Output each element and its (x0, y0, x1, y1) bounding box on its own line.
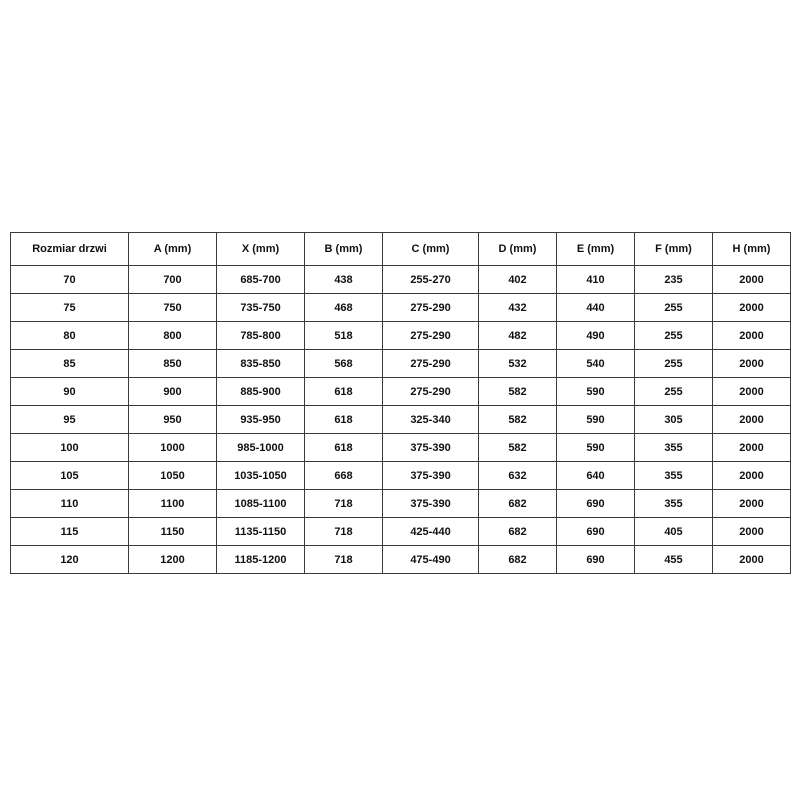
cell-a: 1200 (129, 546, 217, 574)
table-row (11, 350, 791, 378)
cell-a: 900 (129, 378, 217, 406)
column-header-h: H (mm) (713, 233, 791, 266)
door-size-table-wrapper (10, 232, 790, 574)
cell-size: 120 (11, 546, 129, 574)
cell-c: 325-340 (383, 406, 479, 434)
cell-e: 440 (557, 294, 635, 322)
cell-a: 800 (129, 322, 217, 350)
cell-d: 582 (479, 378, 557, 406)
cell-a: 850 (129, 350, 217, 378)
cell-c: 375-390 (383, 462, 479, 490)
cell-b: 618 (305, 434, 383, 462)
cell-x: 985-1000 (217, 434, 305, 462)
cell-d: 402 (479, 266, 557, 294)
column-header-e: E (mm) (557, 233, 635, 266)
cell-b: 718 (305, 518, 383, 546)
cell-b: 518 (305, 322, 383, 350)
cell-a: 1100 (129, 490, 217, 518)
cell-a: 950 (129, 406, 217, 434)
cell-h: 2000 (713, 490, 791, 518)
cell-d: 632 (479, 462, 557, 490)
cell-f: 235 (635, 266, 713, 294)
cell-b: 468 (305, 294, 383, 322)
cell-h: 2000 (713, 322, 791, 350)
cell-h: 2000 (713, 434, 791, 462)
cell-e: 410 (557, 266, 635, 294)
cell-x: 1185-1200 (217, 546, 305, 574)
cell-b: 618 (305, 378, 383, 406)
cell-h: 2000 (713, 462, 791, 490)
cell-d: 582 (479, 406, 557, 434)
cell-c: 425-440 (383, 518, 479, 546)
cell-x: 935-950 (217, 406, 305, 434)
cell-size: 85 (11, 350, 129, 378)
cell-e: 640 (557, 462, 635, 490)
cell-h: 2000 (713, 406, 791, 434)
cell-c: 275-290 (383, 294, 479, 322)
column-header-b: B (mm) (305, 233, 383, 266)
cell-b: 718 (305, 546, 383, 574)
cell-e: 690 (557, 490, 635, 518)
cell-f: 355 (635, 434, 713, 462)
cell-b: 438 (305, 266, 383, 294)
cell-h: 2000 (713, 546, 791, 574)
cell-size: 115 (11, 518, 129, 546)
cell-f: 255 (635, 350, 713, 378)
cell-x: 685-700 (217, 266, 305, 294)
cell-c: 375-390 (383, 490, 479, 518)
cell-size: 90 (11, 378, 129, 406)
cell-f: 355 (635, 462, 713, 490)
door-size-table (10, 232, 791, 574)
cell-e: 690 (557, 546, 635, 574)
cell-b: 568 (305, 350, 383, 378)
cell-e: 690 (557, 518, 635, 546)
cell-x: 1135-1150 (217, 518, 305, 546)
table-row (11, 294, 791, 322)
cell-size: 110 (11, 490, 129, 518)
table-row (11, 434, 791, 462)
cell-c: 275-290 (383, 350, 479, 378)
cell-b: 718 (305, 490, 383, 518)
table-header-row (11, 233, 791, 266)
column-header-a: A (mm) (129, 233, 217, 266)
cell-d: 682 (479, 490, 557, 518)
cell-f: 255 (635, 294, 713, 322)
cell-size: 80 (11, 322, 129, 350)
cell-h: 2000 (713, 266, 791, 294)
cell-d: 432 (479, 294, 557, 322)
cell-f: 455 (635, 546, 713, 574)
cell-h: 2000 (713, 350, 791, 378)
cell-f: 255 (635, 322, 713, 350)
column-header-c: C (mm) (383, 233, 479, 266)
table-row (11, 490, 791, 518)
table-row (11, 406, 791, 434)
cell-x: 1085-1100 (217, 490, 305, 518)
cell-a: 1050 (129, 462, 217, 490)
cell-size: 95 (11, 406, 129, 434)
cell-a: 1000 (129, 434, 217, 462)
cell-f: 355 (635, 490, 713, 518)
cell-x: 785-800 (217, 322, 305, 350)
cell-x: 885-900 (217, 378, 305, 406)
cell-a: 1150 (129, 518, 217, 546)
column-header-rozmiar-drzwi: Rozmiar drzwi (11, 233, 129, 266)
cell-size: 70 (11, 266, 129, 294)
cell-c: 275-290 (383, 378, 479, 406)
cell-size: 105 (11, 462, 129, 490)
cell-x: 1035-1050 (217, 462, 305, 490)
cell-h: 2000 (713, 294, 791, 322)
table-row (11, 518, 791, 546)
cell-c: 275-290 (383, 322, 479, 350)
column-header-f: F (mm) (635, 233, 713, 266)
cell-x: 735-750 (217, 294, 305, 322)
column-header-x: X (mm) (217, 233, 305, 266)
table-row (11, 378, 791, 406)
cell-f: 255 (635, 378, 713, 406)
cell-e: 540 (557, 350, 635, 378)
cell-size: 75 (11, 294, 129, 322)
table-row (11, 546, 791, 574)
cell-e: 590 (557, 378, 635, 406)
cell-d: 682 (479, 546, 557, 574)
cell-c: 475-490 (383, 546, 479, 574)
table-row (11, 266, 791, 294)
cell-size: 100 (11, 434, 129, 462)
cell-d: 582 (479, 434, 557, 462)
cell-h: 2000 (713, 518, 791, 546)
cell-b: 668 (305, 462, 383, 490)
cell-c: 255-270 (383, 266, 479, 294)
cell-d: 482 (479, 322, 557, 350)
cell-a: 750 (129, 294, 217, 322)
table-row (11, 322, 791, 350)
cell-c: 375-390 (383, 434, 479, 462)
cell-d: 682 (479, 518, 557, 546)
cell-h: 2000 (713, 378, 791, 406)
cell-d: 532 (479, 350, 557, 378)
cell-a: 700 (129, 266, 217, 294)
cell-e: 590 (557, 406, 635, 434)
cell-f: 405 (635, 518, 713, 546)
column-header-d: D (mm) (479, 233, 557, 266)
cell-e: 490 (557, 322, 635, 350)
table-row (11, 462, 791, 490)
cell-e: 590 (557, 434, 635, 462)
cell-f: 305 (635, 406, 713, 434)
cell-x: 835-850 (217, 350, 305, 378)
cell-b: 618 (305, 406, 383, 434)
